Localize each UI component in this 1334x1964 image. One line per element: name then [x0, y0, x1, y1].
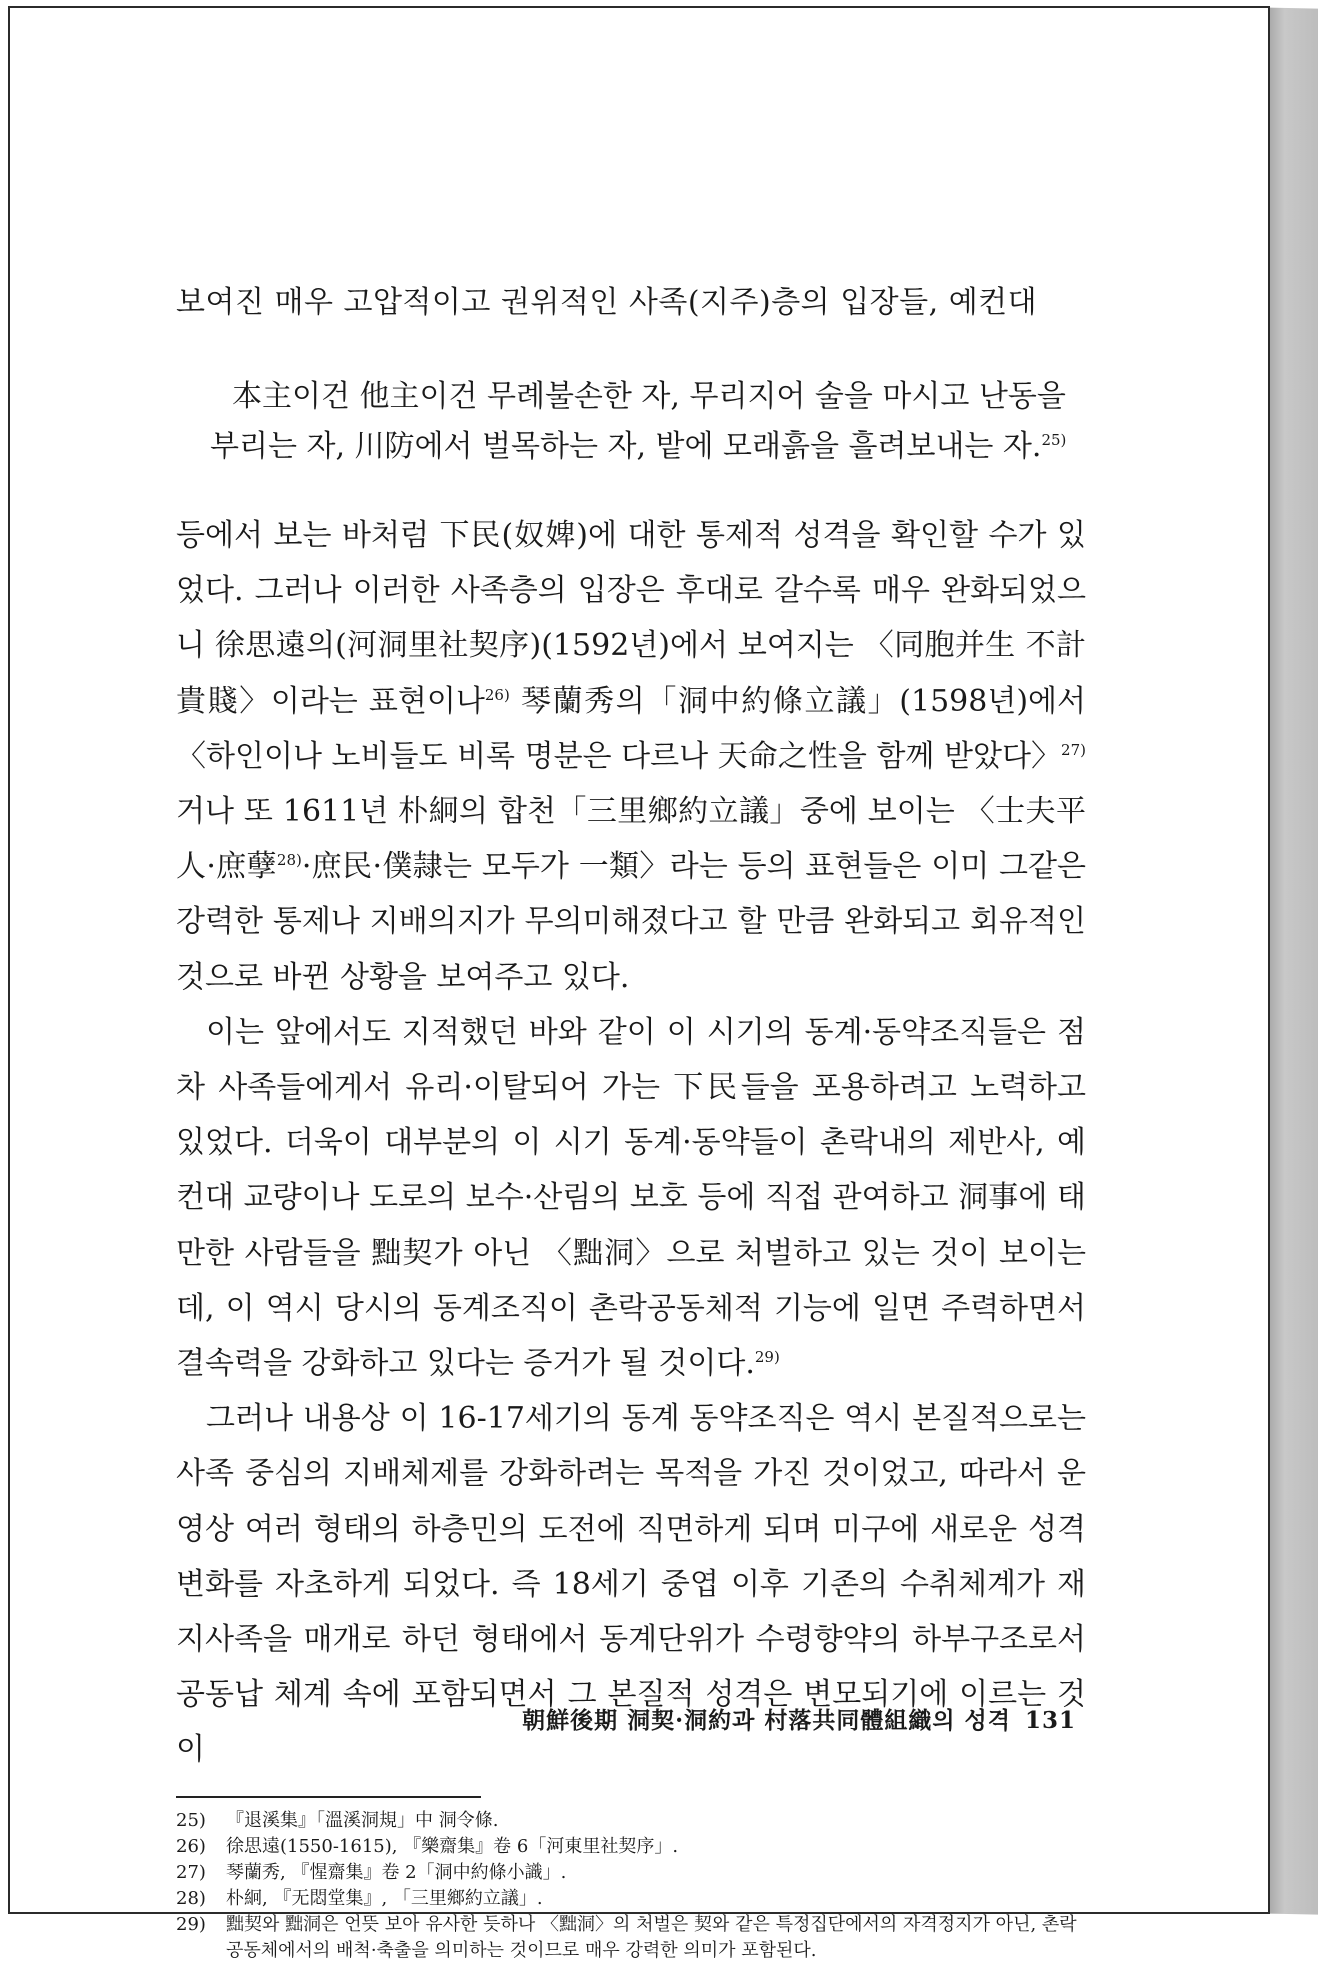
footnote-ref-25: 25) [1041, 431, 1067, 449]
paragraph-1-text-a: 등에서 보는 바처럼 下民(奴婢)에 대한 통제적 성격을 확인할 수가 있었다. 그러나 이러한 사족층의 입장은 후대로 갈수록 매우 완화되었으니 徐思遠의(河洞里社契序)(1592년)에서 보여지는 〈同胞并生 不計貴賤〉이라는 표현이나 [176, 518, 1086, 719]
footnote-number: 26) [176, 1835, 206, 1857]
footnote-number: 25) [176, 1809, 206, 1831]
book-edge [1262, 7, 1318, 1914]
footnote-text: 黜契와 黜洞은 언뜻 보아 유사한 듯하나 〈黜洞〉의 처벌은 契와 같은 특정집단에서의 자격정지가 아닌, 촌락공동체에서의 배척·축출을 의미하는 것이므로 매우 강력한 의미가 포함된다. [226, 1913, 1077, 1961]
page-number: 131 [1024, 1707, 1076, 1734]
quote-line-1: 本主이건 他主이건 무례불손한 자, 무리지어 술을 마시고 난동을 [232, 379, 1066, 414]
book-page [8, 6, 1270, 1961]
footnote-number: 29) [176, 1913, 206, 1935]
paragraph-1-text-d: ·庶民·僕隷는 모두가 一類〉라는 등의 표현들은 이미 그같은 강력한 통제나 지배의지가 무의미해졌다고 할 만큼 완화되고 회유적인 것으로 바뀐 상황을 보여주고 있다. [176, 849, 1086, 995]
footnote-27 [176, 1860, 1086, 1886]
footnotes [176, 1808, 1086, 1964]
paragraph-2-text: 이는 앞에서도 지적했던 바와 같이 이 시기의 동계·동약조직들은 점차 사족들에게서 유리·이탈되어 가는 下民들을 포용하려고 노력하고 있었다. 더욱이 대부분의 이 시기 동계·동약들이 촌락내의 제반사, 예컨대 교량이나 도로의 보수·산림의 보호 등에 직접 관여하고 洞事에 태만한 사람들을 黜契가 아닌 〈黜洞〉으로 처벌하고 있는 것이 보이는데, 이 역시 당시의 동계조직이 촌락공동체적 기능에 일면 주력하면서 결속력을 강화하고 있다는 증거가 될 것이다. [176, 1014, 1086, 1382]
footnote-ref-28: 28) [276, 851, 302, 870]
running-title: 朝鮮後期 洞契·洞約과 村落共同體組織의 성격 [522, 1707, 1011, 1734]
footnote-ref-27: 27) [1061, 740, 1086, 759]
running-footer [456, 1702, 1076, 1735]
continuation-line: 보여진 매우 고압적이고 권위적인 사족(지주)층의 입장들, 예컨대 [176, 285, 1038, 320]
footnote-26 [176, 1834, 1086, 1860]
footnote-divider [176, 1796, 481, 1798]
footnote-25 [176, 1808, 1086, 1834]
footnote-28 [176, 1886, 1086, 1912]
footnote-29 [176, 1912, 1086, 1964]
quote-line-2 [210, 422, 1086, 472]
footnote-number: 28) [176, 1887, 206, 1909]
paragraph-2 [176, 1005, 1086, 1391]
footnote-ref-26: 26) [484, 685, 510, 704]
paragraph-1 [176, 508, 1086, 1005]
quote-line-2-text: 부리는 자, 川防에서 벌목하는 자, 밭에 모래흙을 흘려보내는 자. [210, 429, 1042, 464]
footnote-text: 『退溪集』「溫溪洞規」中 洞令條. [226, 1809, 499, 1831]
paragraph-1-text-b: 琴蘭秀의「洞中約條立議」(1598년)에서 〈하인이나 노비들도 비록 명분은 다르나 天命之性을 함께 받았다〉 [176, 683, 1086, 774]
footnote-number: 27) [176, 1861, 206, 1883]
paragraph-3: 그러나 내용상 이 16-17세기의 동계 동약조직은 역시 본질적으로는 사족 중심의 지배체제를 강화하려는 목적을 가진 것이었고, 따라서 운영상 여러 형태의 하층민의 도전에 직면하게 되며 미구에 새로운 성격변화를 자초하게 되었다. 즉 18세기 중엽 이후 기존의 수취체계가 재지사족을 매개로 하던 형태에서 동계단위가 수령향약의 하부구조로서 공동납 체계 속에 포함되면서 그 본질적 성격은 변모되기에 이르는 것이 [176, 1401, 1086, 1768]
footnote-text: 琴蘭秀, 『惺齋集』卷 2「洞中約條小識」. [226, 1861, 567, 1883]
footnote-text: 朴絅, 『无悶堂集』, 「三里鄉約立議」. [226, 1887, 543, 1909]
paragraph-1-text-c: 거나 또 1611년 朴絅의 합천「三里鄉約立議」중에 보이는 〈士夫平人·庶孽 [176, 794, 1086, 885]
footnote-ref-29: 29) [754, 1348, 780, 1367]
block-quote [210, 372, 1086, 472]
footnote-text: 徐思遠(1550-1615), 『樂齋集』卷 6「河東里社契序」. [226, 1835, 679, 1857]
